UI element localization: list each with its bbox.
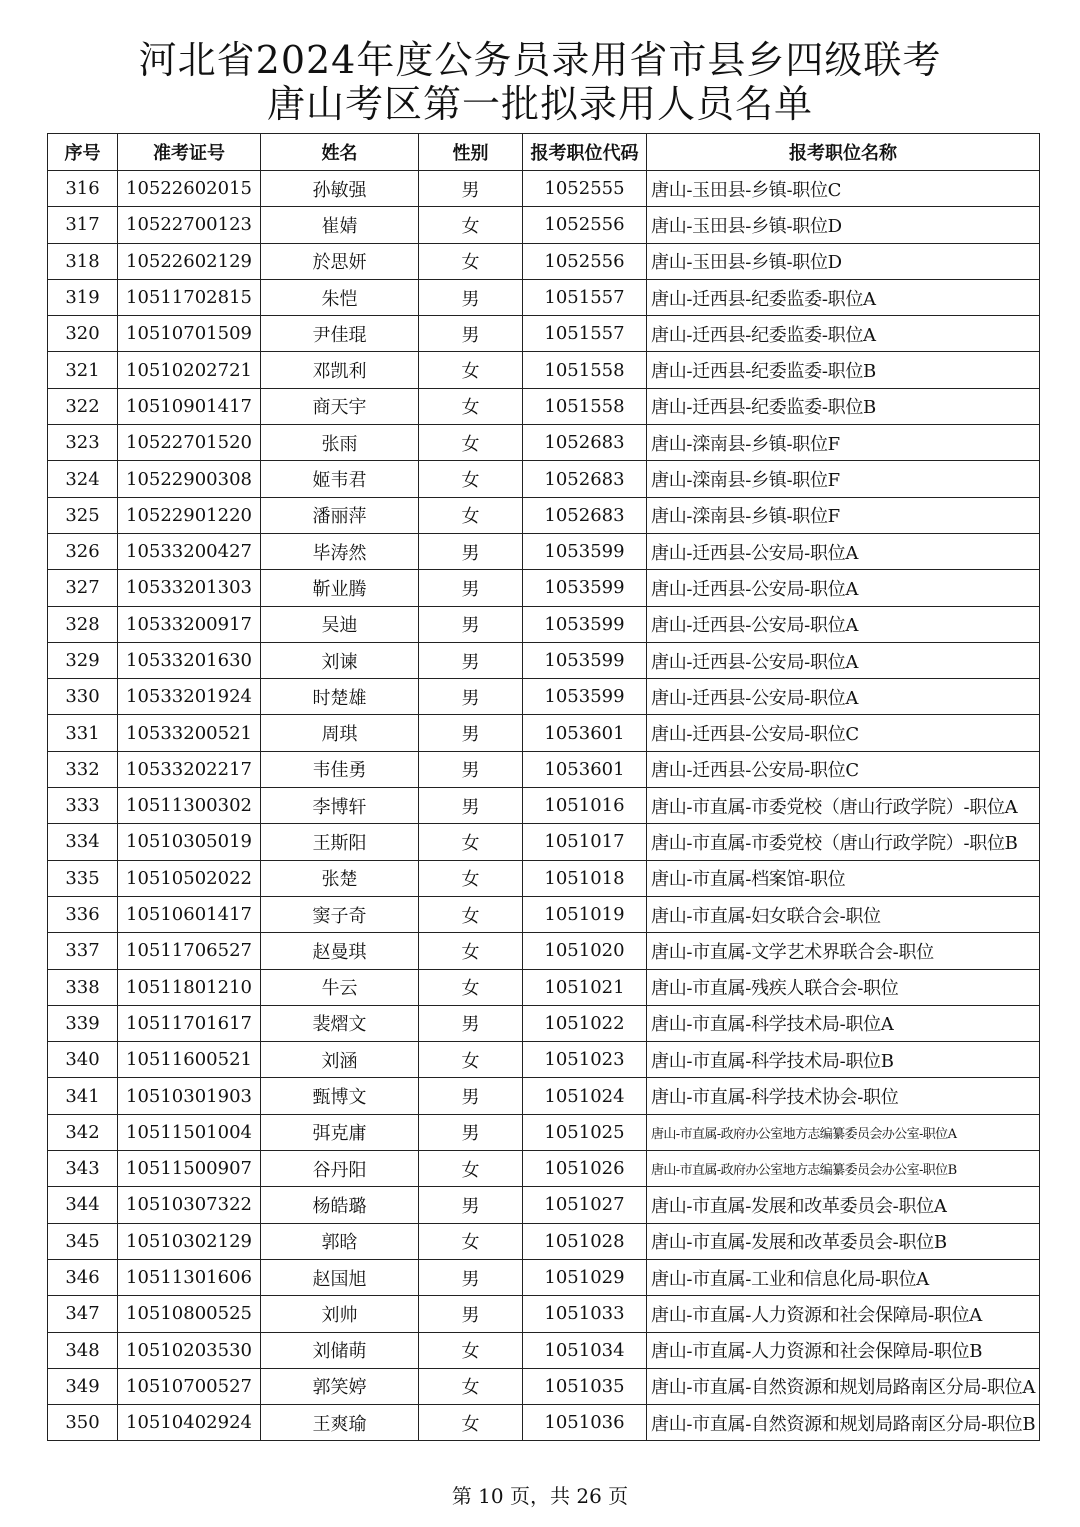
position-name-cell: 唐山-迁西县-公安局-职位A (647, 679, 1040, 715)
gender-cell: 女 (419, 461, 523, 497)
serial-cell: 318 (48, 243, 118, 279)
serial-cell: 338 (48, 969, 118, 1005)
position-code-cell: 1053599 (523, 570, 647, 606)
serial-cell: 329 (48, 642, 118, 678)
position-code-cell: 1051029 (523, 1259, 647, 1295)
exam-id-cell: 10510502022 (118, 860, 261, 896)
serial-cell: 333 (48, 788, 118, 824)
serial-cell: 344 (48, 1187, 118, 1223)
serial-cell: 316 (48, 171, 118, 207)
gender-cell: 女 (419, 1042, 523, 1078)
position-code-cell: 1052556 (523, 243, 647, 279)
position-name-cell: 唐山-迁西县-纪委监委-职位A (647, 279, 1040, 315)
name-cell: 郭晗 (261, 1223, 419, 1259)
exam-id-cell: 10511701617 (118, 1005, 261, 1041)
gender-cell: 女 (419, 243, 523, 279)
serial-cell: 346 (48, 1259, 118, 1295)
gender-cell: 男 (419, 316, 523, 352)
name-cell: 潘丽萍 (261, 497, 419, 533)
exam-id-cell: 10510601417 (118, 896, 261, 932)
gender-cell: 女 (419, 824, 523, 860)
serial-cell: 322 (48, 388, 118, 424)
gender-cell: 女 (419, 425, 523, 461)
serial-cell: 331 (48, 715, 118, 751)
table-row (48, 679, 1040, 715)
serial-cell: 335 (48, 860, 118, 896)
table-row (48, 352, 1040, 388)
exam-id-cell: 10510701509 (118, 316, 261, 352)
serial-cell: 330 (48, 679, 118, 715)
name-cell: 时楚雄 (261, 679, 419, 715)
position-code-cell: 1051025 (523, 1114, 647, 1150)
gender-cell: 男 (419, 1296, 523, 1332)
gender-cell: 女 (419, 352, 523, 388)
position-code-cell: 1051021 (523, 969, 647, 1005)
table-row (48, 860, 1040, 896)
table-row (48, 207, 1040, 243)
header-name: 姓名 (261, 134, 419, 171)
table-row (48, 933, 1040, 969)
name-cell: 吴迪 (261, 606, 419, 642)
name-cell: 赵曼琪 (261, 933, 419, 969)
position-code-cell: 1053599 (523, 679, 647, 715)
serial-cell: 324 (48, 461, 118, 497)
position-code-cell: 1051019 (523, 896, 647, 932)
name-cell: 郭笑婷 (261, 1368, 419, 1404)
position-name-cell: 唐山-市直属-市委党校（唐山行政学院）-职位B (647, 824, 1040, 860)
table-row (48, 1296, 1040, 1332)
exam-id-cell: 10511500907 (118, 1151, 261, 1187)
exam-id-cell: 10510202721 (118, 352, 261, 388)
exam-id-cell: 10510700527 (118, 1368, 261, 1404)
exam-id-cell: 10522602015 (118, 171, 261, 207)
position-name-cell: 唐山-市直属-人力资源和社会保障局-职位A (647, 1296, 1040, 1332)
serial-cell: 347 (48, 1296, 118, 1332)
table-row (48, 1005, 1040, 1041)
gender-cell: 女 (419, 497, 523, 533)
gender-cell: 女 (419, 1368, 523, 1404)
name-cell: 刘帅 (261, 1296, 419, 1332)
serial-cell: 337 (48, 933, 118, 969)
position-code-cell: 1053601 (523, 715, 647, 751)
position-name-cell: 唐山-市直属-人力资源和社会保障局-职位B (647, 1332, 1040, 1368)
table-row (48, 1078, 1040, 1114)
exam-id-cell: 10522602129 (118, 243, 261, 279)
exam-id-cell: 10511706527 (118, 933, 261, 969)
position-code-cell: 1052683 (523, 461, 647, 497)
gender-cell: 男 (419, 751, 523, 787)
position-name-cell: 唐山-迁西县-纪委监委-职位B (647, 388, 1040, 424)
position-name-cell: 唐山-市直属-自然资源和规划局路南区分局-职位A (647, 1368, 1040, 1404)
exam-id-cell: 10522701520 (118, 425, 261, 461)
gender-cell: 男 (419, 1114, 523, 1150)
name-cell: 崔婧 (261, 207, 419, 243)
name-cell: 牛云 (261, 969, 419, 1005)
candidate-table (47, 133, 1040, 1441)
position-name-cell: 唐山-市直属-市委党校（唐山行政学院）-职位A (647, 788, 1040, 824)
position-code-cell: 1051018 (523, 860, 647, 896)
position-code-cell: 1051023 (523, 1042, 647, 1078)
page-number: 第 10 页，共 26 页 (451, 1484, 629, 1508)
table-row (48, 824, 1040, 860)
position-name-cell: 唐山-市直属-发展和改革委员会-职位B (647, 1223, 1040, 1259)
gender-cell: 男 (419, 1187, 523, 1223)
gender-cell: 男 (419, 788, 523, 824)
position-name-cell: 唐山-市直属-残疾人联合会-职位 (647, 969, 1040, 1005)
position-name-cell: 唐山-迁西县-公安局-职位A (647, 606, 1040, 642)
table-row (48, 388, 1040, 424)
exam-id-cell: 10510901417 (118, 388, 261, 424)
position-code-cell: 1052556 (523, 207, 647, 243)
table-row (48, 788, 1040, 824)
position-code-cell: 1051016 (523, 788, 647, 824)
table-row (48, 570, 1040, 606)
name-cell: 弭克庸 (261, 1114, 419, 1150)
serial-cell: 343 (48, 1151, 118, 1187)
serial-cell: 325 (48, 497, 118, 533)
serial-cell: 341 (48, 1078, 118, 1114)
position-code-cell: 1051027 (523, 1187, 647, 1223)
position-code-cell: 1051022 (523, 1005, 647, 1041)
serial-cell: 323 (48, 425, 118, 461)
serial-cell: 319 (48, 279, 118, 315)
position-name-cell: 唐山-市直属-工业和信息化局-职位A (647, 1259, 1040, 1295)
serial-cell: 321 (48, 352, 118, 388)
gender-cell: 男 (419, 171, 523, 207)
name-cell: 李博轩 (261, 788, 419, 824)
position-name-cell: 唐山-市直属-档案馆-职位 (647, 860, 1040, 896)
table-row (48, 969, 1040, 1005)
table-row (48, 279, 1040, 315)
position-name-cell: 唐山-市直属-发展和改革委员会-职位A (647, 1187, 1040, 1223)
header-gender: 性别 (419, 134, 523, 171)
exam-id-cell: 10533200917 (118, 606, 261, 642)
gender-cell: 男 (419, 570, 523, 606)
position-name-cell: 唐山-迁西县-纪委监委-职位B (647, 352, 1040, 388)
position-name-cell: 唐山-市直属-科学技术局-职位A (647, 1005, 1040, 1041)
table-row (48, 751, 1040, 787)
table-row (48, 1187, 1040, 1223)
exam-id-cell: 10522901220 (118, 497, 261, 533)
table-row (48, 642, 1040, 678)
position-code-cell: 1053599 (523, 642, 647, 678)
serial-cell: 342 (48, 1114, 118, 1150)
table-row (48, 1223, 1040, 1259)
position-name-cell: 唐山-滦南县-乡镇-职位F (647, 461, 1040, 497)
position-name-cell: 唐山-玉田县-乡镇-职位D (647, 243, 1040, 279)
name-cell: 周琪 (261, 715, 419, 751)
position-name-cell: 唐山-市直属-政府办公室地方志编纂委员会办公室-职位B (647, 1151, 1040, 1187)
serial-cell: 334 (48, 824, 118, 860)
gender-cell: 男 (419, 279, 523, 315)
serial-cell: 326 (48, 533, 118, 569)
table-row (48, 606, 1040, 642)
name-cell: 商天宇 (261, 388, 419, 424)
exam-id-cell: 10533200521 (118, 715, 261, 751)
position-name-cell: 唐山-市直属-妇女联合会-职位 (647, 896, 1040, 932)
position-name-cell: 唐山-滦南县-乡镇-职位F (647, 425, 1040, 461)
exam-id-cell: 10533201924 (118, 679, 261, 715)
exam-id-cell: 10533201303 (118, 570, 261, 606)
table-row (48, 1259, 1040, 1295)
gender-cell: 女 (419, 896, 523, 932)
name-cell: 裴熠文 (261, 1005, 419, 1041)
serial-cell: 328 (48, 606, 118, 642)
serial-cell: 349 (48, 1368, 118, 1404)
table-row (48, 1151, 1040, 1187)
position-code-cell: 1053601 (523, 751, 647, 787)
name-cell: 刘涵 (261, 1042, 419, 1078)
gender-cell: 男 (419, 533, 523, 569)
exam-id-cell: 10522700123 (118, 207, 261, 243)
position-name-cell: 唐山-玉田县-乡镇-职位D (647, 207, 1040, 243)
name-cell: 杨皓璐 (261, 1187, 419, 1223)
position-code-cell: 1051024 (523, 1078, 647, 1114)
gender-cell: 男 (419, 642, 523, 678)
name-cell: 尹佳琨 (261, 316, 419, 352)
serial-cell: 339 (48, 1005, 118, 1041)
exam-id-cell: 10533201630 (118, 642, 261, 678)
position-name-cell: 唐山-市直属-科学技术局-职位B (647, 1042, 1040, 1078)
serial-cell: 327 (48, 570, 118, 606)
position-name-cell: 唐山-迁西县-纪委监委-职位A (647, 316, 1040, 352)
table-row (48, 171, 1040, 207)
gender-cell: 女 (419, 1223, 523, 1259)
exam-id-cell: 10510305019 (118, 824, 261, 860)
header-exam-id: 准考证号 (118, 134, 261, 171)
exam-id-cell: 10510301903 (118, 1078, 261, 1114)
position-code-cell: 1051557 (523, 279, 647, 315)
exam-id-cell: 10510203530 (118, 1332, 261, 1368)
gender-cell: 男 (419, 606, 523, 642)
name-cell: 窦子奇 (261, 896, 419, 932)
name-cell: 刘储萌 (261, 1332, 419, 1368)
gender-cell: 男 (419, 1005, 523, 1041)
gender-cell: 女 (419, 860, 523, 896)
serial-cell: 350 (48, 1405, 118, 1441)
table-row (48, 1042, 1040, 1078)
serial-cell: 320 (48, 316, 118, 352)
exam-id-cell: 10510402924 (118, 1405, 261, 1441)
name-cell: 毕涛然 (261, 533, 419, 569)
exam-id-cell: 10511300302 (118, 788, 261, 824)
gender-cell: 女 (419, 1151, 523, 1187)
table-row (48, 1368, 1040, 1404)
gender-cell: 女 (419, 388, 523, 424)
position-name-cell: 唐山-市直属-科学技术协会-职位 (647, 1078, 1040, 1114)
table-row (48, 1405, 1040, 1441)
serial-cell: 317 (48, 207, 118, 243)
position-code-cell: 1051033 (523, 1296, 647, 1332)
name-cell: 张楚 (261, 860, 419, 896)
serial-cell: 332 (48, 751, 118, 787)
name-cell: 孙敏强 (261, 171, 419, 207)
name-cell: 王爽瑜 (261, 1405, 419, 1441)
table-row (48, 1114, 1040, 1150)
position-code-cell: 1053599 (523, 533, 647, 569)
table-row (48, 1332, 1040, 1368)
document-title-line-1: 河北省2024年度公务员录用省市县乡四级联考 (138, 38, 942, 82)
exam-id-cell: 10510302129 (118, 1223, 261, 1259)
exam-id-cell: 10522900308 (118, 461, 261, 497)
position-name-cell: 唐山-市直属-政府办公室地方志编纂委员会办公室-职位A (647, 1114, 1040, 1150)
exam-id-cell: 10510307322 (118, 1187, 261, 1223)
gender-cell: 男 (419, 679, 523, 715)
position-name-cell: 唐山-滦南县-乡镇-职位F (647, 497, 1040, 533)
position-code-cell: 1051017 (523, 824, 647, 860)
position-code-cell: 1052683 (523, 497, 647, 533)
document-title-line-2: 唐山考区第一批拟录用人员名单 (266, 82, 813, 126)
table-row (48, 533, 1040, 569)
position-name-cell: 唐山-迁西县-公安局-职位A (647, 533, 1040, 569)
position-code-cell: 1051028 (523, 1223, 647, 1259)
table-row (48, 243, 1040, 279)
position-code-cell: 1051026 (523, 1151, 647, 1187)
name-cell: 朱恺 (261, 279, 419, 315)
position-name-cell: 唐山-玉田县-乡镇-职位C (647, 171, 1040, 207)
position-code-cell: 1052555 (523, 171, 647, 207)
exam-id-cell: 10510800525 (118, 1296, 261, 1332)
position-code-cell: 1051020 (523, 933, 647, 969)
name-cell: 王斯阳 (261, 824, 419, 860)
position-code-cell: 1052683 (523, 425, 647, 461)
position-name-cell: 唐山-迁西县-公安局-职位A (647, 570, 1040, 606)
serial-cell: 340 (48, 1042, 118, 1078)
table-row (48, 425, 1040, 461)
gender-cell: 女 (419, 969, 523, 1005)
exam-id-cell: 10511501004 (118, 1114, 261, 1150)
name-cell: 靳业腾 (261, 570, 419, 606)
gender-cell: 男 (419, 1259, 523, 1295)
exam-id-cell: 10511801210 (118, 969, 261, 1005)
exam-id-cell: 10533202217 (118, 751, 261, 787)
gender-cell: 女 (419, 933, 523, 969)
table-row (48, 461, 1040, 497)
position-code-cell: 1051558 (523, 388, 647, 424)
position-code-cell: 1051035 (523, 1368, 647, 1404)
position-name-cell: 唐山-迁西县-公安局-职位A (647, 642, 1040, 678)
exam-id-cell: 10533200427 (118, 533, 261, 569)
position-code-cell: 1053599 (523, 606, 647, 642)
table-row (48, 896, 1040, 932)
serial-cell: 345 (48, 1223, 118, 1259)
name-cell: 邓凯利 (261, 352, 419, 388)
name-cell: 刘谏 (261, 642, 419, 678)
exam-id-cell: 10511600521 (118, 1042, 261, 1078)
position-name-cell: 唐山-市直属-自然资源和规划局路南区分局-职位B (647, 1405, 1040, 1441)
header-serial: 序号 (48, 134, 118, 171)
name-cell: 於思妍 (261, 243, 419, 279)
gender-cell: 男 (419, 1078, 523, 1114)
position-name-cell: 唐山-迁西县-公安局-职位C (647, 751, 1040, 787)
gender-cell: 男 (419, 715, 523, 751)
name-cell: 姬韦君 (261, 461, 419, 497)
name-cell: 赵国旭 (261, 1259, 419, 1295)
table-row (48, 497, 1040, 533)
serial-cell: 336 (48, 896, 118, 932)
position-code-cell: 1051557 (523, 316, 647, 352)
exam-id-cell: 10511702815 (118, 279, 261, 315)
header-position-name: 报考职位名称 (647, 134, 1040, 171)
gender-cell: 女 (419, 207, 523, 243)
gender-cell: 女 (419, 1332, 523, 1368)
name-cell: 张雨 (261, 425, 419, 461)
name-cell: 谷丹阳 (261, 1151, 419, 1187)
table-header-row (48, 134, 1040, 171)
table-body (48, 171, 1040, 1441)
table-row (48, 715, 1040, 751)
position-name-cell: 唐山-市直属-文学艺术界联合会-职位 (647, 933, 1040, 969)
name-cell: 甄博文 (261, 1078, 419, 1114)
header-position-code: 报考职位代码 (523, 134, 647, 171)
position-code-cell: 1051558 (523, 352, 647, 388)
position-code-cell: 1051034 (523, 1332, 647, 1368)
table-row (48, 316, 1040, 352)
exam-id-cell: 10511301606 (118, 1259, 261, 1295)
serial-cell: 348 (48, 1332, 118, 1368)
gender-cell: 女 (419, 1405, 523, 1441)
position-code-cell: 1051036 (523, 1405, 647, 1441)
name-cell: 韦佳勇 (261, 751, 419, 787)
position-name-cell: 唐山-迁西县-公安局-职位C (647, 715, 1040, 751)
